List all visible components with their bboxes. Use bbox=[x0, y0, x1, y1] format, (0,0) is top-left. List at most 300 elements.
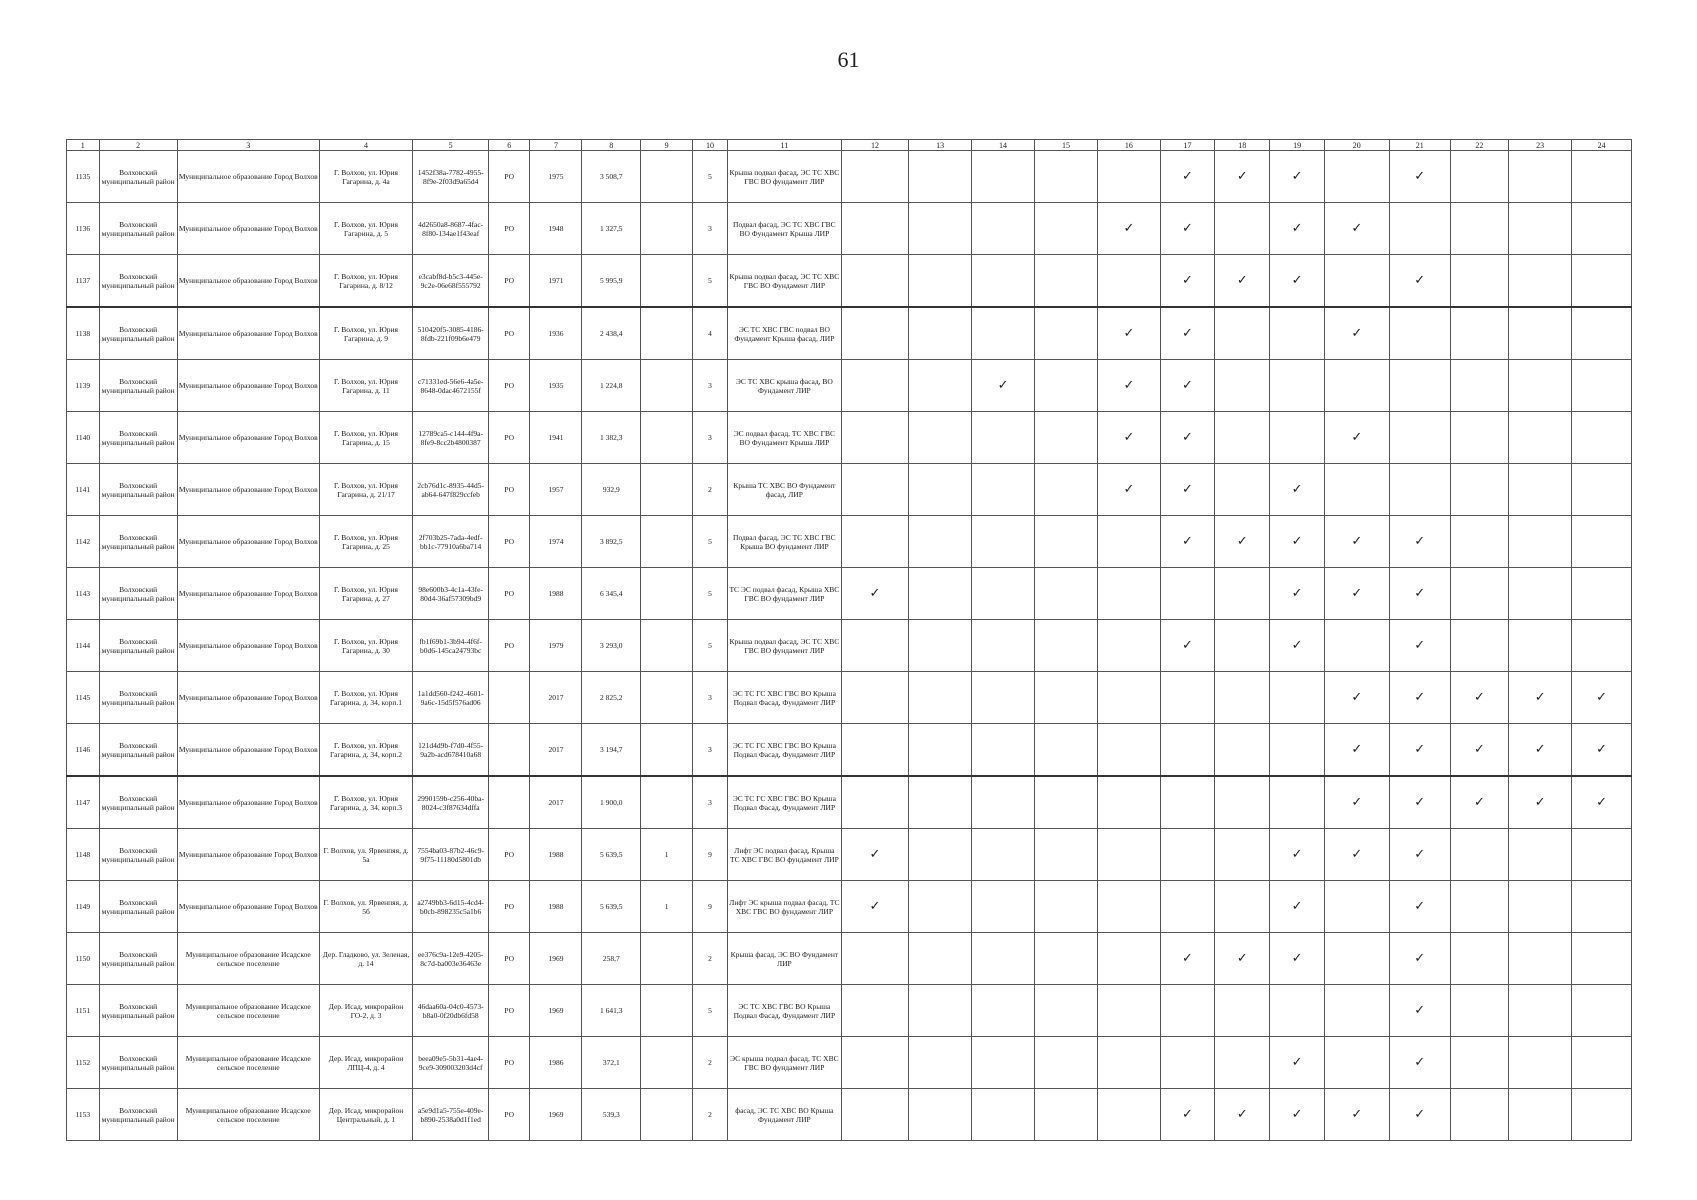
floors-cell: 5 bbox=[693, 985, 728, 1037]
empty-cell bbox=[1450, 412, 1509, 464]
empty-cell bbox=[1509, 412, 1572, 464]
checkmark-icon: ✓ bbox=[1270, 516, 1324, 568]
lifts-cell bbox=[641, 568, 693, 620]
municipality-cell: Муниципальное образование Город Волхов bbox=[177, 151, 319, 203]
guid-cell: 2990159b-c256-40ba-8024-c3f87634dffa bbox=[413, 776, 489, 829]
empty-cell bbox=[1270, 307, 1324, 360]
checkmark-icon: ✓ bbox=[1450, 672, 1509, 724]
checkmark-icon: ✓ bbox=[1324, 776, 1389, 829]
empty-cell bbox=[1572, 255, 1632, 308]
address-cell: Г. Волхов, ул. Юрия Гагарина, д. 8/12 bbox=[319, 255, 412, 308]
empty-cell bbox=[1450, 985, 1509, 1037]
empty-cell bbox=[1035, 568, 1098, 620]
works-cell: ЭС подвал фасад, ТС ХВС ГВС ВО Фундамент Крыша ЛИР bbox=[727, 412, 841, 464]
year-cell: 1988 bbox=[530, 881, 582, 933]
works-cell: Подвал фасад, ЭС ТС ХВС ГВС Крыша ВО фундамент ЛИР bbox=[727, 516, 841, 568]
year-cell: 1935 bbox=[530, 360, 582, 412]
guid-cell: e3cabf8d-b5c3-445e-9c2e-06e68f555792 bbox=[413, 255, 489, 308]
table-row bbox=[67, 307, 1632, 360]
empty-cell bbox=[1215, 307, 1270, 360]
empty-cell bbox=[1035, 307, 1098, 360]
empty-cell bbox=[972, 881, 1035, 933]
empty-cell bbox=[1215, 360, 1270, 412]
empty-cell bbox=[972, 255, 1035, 308]
empty-cell bbox=[1097, 881, 1160, 933]
checkmark-icon: ✓ bbox=[1324, 724, 1389, 777]
empty-cell bbox=[841, 985, 908, 1037]
empty-cell bbox=[972, 464, 1035, 516]
empty-cell bbox=[972, 516, 1035, 568]
lifts-cell bbox=[641, 203, 693, 255]
area-cell: 3 194,7 bbox=[582, 724, 641, 777]
works-cell: ЭС ТС ГС ХВС ГВС ВО Крыша Подвал Фасад, Фундамент ЛИР bbox=[727, 672, 841, 724]
empty-cell bbox=[909, 255, 972, 308]
works-cell: Лифт ЭС подвал фасад, Крыша ТС ХВС ГВС ВО фундамент ЛИР bbox=[727, 829, 841, 881]
row-number: 1139 bbox=[67, 360, 100, 412]
lifts-cell bbox=[641, 412, 693, 464]
empty-cell bbox=[1035, 672, 1098, 724]
checkmark-icon: ✓ bbox=[1270, 933, 1324, 985]
column-header-14: 14 bbox=[972, 140, 1035, 151]
checkmark-icon: ✓ bbox=[1097, 307, 1160, 360]
checkmark-icon: ✓ bbox=[1389, 829, 1450, 881]
area-cell: 5 995,9 bbox=[582, 255, 641, 308]
area-cell: 932,9 bbox=[582, 464, 641, 516]
checkmark-icon: ✓ bbox=[1389, 776, 1450, 829]
year-cell: 1941 bbox=[530, 412, 582, 464]
empty-cell bbox=[1572, 985, 1632, 1037]
empty-cell bbox=[972, 933, 1035, 985]
works-cell: ЭС ТС ГС ХВС ГВС ВО Крыша Подвал Фасад, Фундамент ЛИР bbox=[727, 776, 841, 829]
empty-cell bbox=[1450, 516, 1509, 568]
empty-cell bbox=[1572, 1089, 1632, 1141]
checkmark-icon: ✓ bbox=[1389, 1037, 1450, 1089]
lifts-cell bbox=[641, 360, 693, 412]
empty-cell bbox=[1572, 412, 1632, 464]
empty-cell bbox=[1035, 776, 1098, 829]
checkmark-icon: ✓ bbox=[1270, 203, 1324, 255]
address-cell: Г. Волхов, ул. Юрия Гагарина, д. 15 bbox=[319, 412, 412, 464]
year-cell: 1971 bbox=[530, 255, 582, 308]
empty-cell bbox=[1324, 255, 1389, 308]
empty-cell bbox=[1270, 724, 1324, 777]
checkmark-icon: ✓ bbox=[1450, 776, 1509, 829]
district-cell: Волховский муниципальный район bbox=[99, 516, 177, 568]
empty-cell bbox=[1324, 151, 1389, 203]
district-cell: Волховский муниципальный район bbox=[99, 1037, 177, 1089]
works-cell: Крыша ТС ХВС ВО Фундамент фасад, ЛИР bbox=[727, 464, 841, 516]
column-header-13: 13 bbox=[909, 140, 972, 151]
empty-cell bbox=[972, 672, 1035, 724]
row-number: 1135 bbox=[67, 151, 100, 203]
district-cell: Волховский муниципальный район bbox=[99, 568, 177, 620]
empty-cell bbox=[1389, 412, 1450, 464]
checkmark-icon: ✓ bbox=[1324, 568, 1389, 620]
empty-cell bbox=[841, 255, 908, 308]
empty-cell bbox=[1324, 1037, 1389, 1089]
floors-cell: 4 bbox=[693, 307, 728, 360]
empty-cell bbox=[909, 1037, 972, 1089]
address-cell: Г. Волхов, ул. Юрия Гагарина, д. 4а bbox=[319, 151, 412, 203]
table-row bbox=[67, 829, 1632, 881]
column-header-11: 11 bbox=[727, 140, 841, 151]
empty-cell bbox=[972, 776, 1035, 829]
checkmark-icon: ✓ bbox=[1270, 620, 1324, 672]
empty-cell bbox=[1572, 307, 1632, 360]
ownership-cell: РО bbox=[489, 151, 530, 203]
empty-cell bbox=[909, 829, 972, 881]
empty-cell bbox=[1270, 672, 1324, 724]
checkmark-icon: ✓ bbox=[1572, 776, 1632, 829]
lifts-cell bbox=[641, 776, 693, 829]
empty-cell bbox=[1215, 412, 1270, 464]
guid-cell: 1a1dd560-f242-4601-9a6c-15d5f576ad06 bbox=[413, 672, 489, 724]
ownership-cell: РО bbox=[489, 829, 530, 881]
guid-cell: 121d4d9b-f7d0-4f55-9a2b-acd678410a68 bbox=[413, 724, 489, 777]
municipality-cell: Муниципальное образование Город Волхов bbox=[177, 464, 319, 516]
table-row bbox=[67, 933, 1632, 985]
table-row bbox=[67, 360, 1632, 412]
area-cell: 1 900,0 bbox=[582, 776, 641, 829]
empty-cell bbox=[1097, 829, 1160, 881]
guid-cell: 510420f5-3085-4186-8fdb-221f09b6e479 bbox=[413, 307, 489, 360]
empty-cell bbox=[1035, 1037, 1098, 1089]
column-header-3: 3 bbox=[177, 140, 319, 151]
empty-cell bbox=[1389, 203, 1450, 255]
checkmark-icon: ✓ bbox=[1389, 985, 1450, 1037]
district-cell: Волховский муниципальный район bbox=[99, 360, 177, 412]
table-row bbox=[67, 776, 1632, 829]
district-cell: Волховский муниципальный район bbox=[99, 933, 177, 985]
district-cell: Волховский муниципальный район bbox=[99, 672, 177, 724]
empty-cell bbox=[1572, 151, 1632, 203]
empty-cell bbox=[1450, 933, 1509, 985]
year-cell: 1957 bbox=[530, 464, 582, 516]
table-row bbox=[67, 255, 1632, 308]
table-row bbox=[67, 1037, 1632, 1089]
works-cell: ЭС ТС ХВС ГВС ВО Крыша Подвал Фасад, Фундамент ЛИР bbox=[727, 985, 841, 1037]
empty-cell bbox=[972, 1037, 1035, 1089]
floors-cell: 5 bbox=[693, 516, 728, 568]
address-cell: Г. Волхов, ул. Юрия Гагарина, д. 34, корп.3 bbox=[319, 776, 412, 829]
district-cell: Волховский муниципальный район bbox=[99, 881, 177, 933]
checkmark-icon: ✓ bbox=[1270, 568, 1324, 620]
floors-cell: 5 bbox=[693, 568, 728, 620]
empty-cell bbox=[1270, 776, 1324, 829]
empty-cell bbox=[1270, 360, 1324, 412]
checkmark-icon: ✓ bbox=[1324, 307, 1389, 360]
table-row bbox=[67, 516, 1632, 568]
checkmark-icon: ✓ bbox=[1324, 829, 1389, 881]
empty-cell bbox=[841, 620, 908, 672]
checkmark-icon: ✓ bbox=[1389, 151, 1450, 203]
district-cell: Волховский муниципальный район bbox=[99, 151, 177, 203]
guid-cell: 46daa60a-04c0-4573-b8a0-0f20db6fd58 bbox=[413, 985, 489, 1037]
floors-cell: 2 bbox=[693, 933, 728, 985]
works-cell: ЭС ТС ХВС крыша фасад, ВО Фундамент ЛИР bbox=[727, 360, 841, 412]
empty-cell bbox=[1324, 881, 1389, 933]
ownership-cell: РО bbox=[489, 464, 530, 516]
municipality-cell: Муниципальное образование Город Волхов bbox=[177, 776, 319, 829]
lifts-cell bbox=[641, 255, 693, 308]
year-cell: 1969 bbox=[530, 985, 582, 1037]
checkmark-icon: ✓ bbox=[1160, 255, 1214, 308]
checkmark-icon: ✓ bbox=[1509, 672, 1572, 724]
lifts-cell bbox=[641, 933, 693, 985]
area-cell: 3 892,5 bbox=[582, 516, 641, 568]
empty-cell bbox=[841, 516, 908, 568]
empty-cell bbox=[1035, 829, 1098, 881]
municipality-cell: Муниципальное образование Исадское сельское поселение bbox=[177, 985, 319, 1037]
year-cell: 2017 bbox=[530, 672, 582, 724]
row-number: 1149 bbox=[67, 881, 100, 933]
empty-cell bbox=[972, 203, 1035, 255]
checkmark-icon: ✓ bbox=[1097, 360, 1160, 412]
checkmark-icon: ✓ bbox=[972, 360, 1035, 412]
checkmark-icon: ✓ bbox=[1160, 464, 1214, 516]
empty-cell bbox=[909, 151, 972, 203]
empty-cell bbox=[1509, 1037, 1572, 1089]
row-number: 1145 bbox=[67, 672, 100, 724]
table-header bbox=[67, 140, 1632, 151]
year-cell: 1986 bbox=[530, 1037, 582, 1089]
empty-cell bbox=[1097, 151, 1160, 203]
floors-cell: 3 bbox=[693, 776, 728, 829]
area-cell: 1 327,5 bbox=[582, 203, 641, 255]
table-row bbox=[67, 203, 1632, 255]
ownership-cell: РО bbox=[489, 568, 530, 620]
year-cell: 1979 bbox=[530, 620, 582, 672]
column-header-10: 10 bbox=[693, 140, 728, 151]
guid-cell: 7554ba03-87b2-46c9-9f75-11180d5801db bbox=[413, 829, 489, 881]
empty-cell bbox=[1572, 620, 1632, 672]
row-number: 1153 bbox=[67, 1089, 100, 1141]
works-cell: ЭС ТС ХВС ГВС подвал ВО Фундамент Крыша фасад, ЛИР bbox=[727, 307, 841, 360]
empty-cell bbox=[1509, 985, 1572, 1037]
guid-cell: a2749bb3-6d15-4cd4-b0cb-898235c5a1b6 bbox=[413, 881, 489, 933]
empty-cell bbox=[1324, 620, 1389, 672]
municipality-cell: Муниципальное образование Город Волхов bbox=[177, 412, 319, 464]
empty-cell bbox=[1324, 464, 1389, 516]
row-number: 1140 bbox=[67, 412, 100, 464]
empty-cell bbox=[1324, 360, 1389, 412]
row-number: 1147 bbox=[67, 776, 100, 829]
column-header-5: 5 bbox=[413, 140, 489, 151]
municipality-cell: Муниципальное образование Город Волхов bbox=[177, 829, 319, 881]
guid-cell: 2f703b25-7ada-4edf-bb1c-77910a6ba714 bbox=[413, 516, 489, 568]
area-cell: 1 641,3 bbox=[582, 985, 641, 1037]
address-cell: Г. Волхов, ул. Юрия Гагарина, д. 21/17 bbox=[319, 464, 412, 516]
empty-cell bbox=[909, 203, 972, 255]
empty-cell bbox=[972, 307, 1035, 360]
table-row bbox=[67, 464, 1632, 516]
checkmark-icon: ✓ bbox=[1324, 1089, 1389, 1141]
district-cell: Волховский муниципальный район bbox=[99, 307, 177, 360]
checkmark-icon: ✓ bbox=[1097, 464, 1160, 516]
ownership-cell: РО bbox=[489, 985, 530, 1037]
column-header-4: 4 bbox=[319, 140, 412, 151]
address-cell: Г. Волхов, ул. Юрия Гагарина, д. 30 bbox=[319, 620, 412, 672]
empty-cell bbox=[841, 151, 908, 203]
ownership-cell: РО bbox=[489, 412, 530, 464]
empty-cell bbox=[1572, 1037, 1632, 1089]
lifts-cell: 1 bbox=[641, 829, 693, 881]
empty-cell bbox=[1160, 829, 1214, 881]
empty-cell bbox=[1324, 985, 1389, 1037]
guid-cell: 1452f38a-7782-4955-8f9e-2f03d9a65d4 bbox=[413, 151, 489, 203]
lifts-cell bbox=[641, 1089, 693, 1141]
address-cell: Г. Волхов, ул. Ярвенпяя, д. 5а bbox=[319, 829, 412, 881]
empty-cell bbox=[1160, 776, 1214, 829]
lifts-cell bbox=[641, 985, 693, 1037]
district-cell: Волховский муниципальный район bbox=[99, 776, 177, 829]
checkmark-icon: ✓ bbox=[1097, 203, 1160, 255]
floors-cell: 3 bbox=[693, 672, 728, 724]
empty-cell bbox=[909, 307, 972, 360]
municipality-cell: Муниципальное образование Город Волхов bbox=[177, 620, 319, 672]
lifts-cell bbox=[641, 672, 693, 724]
address-cell: Дер. Исад, микрорайон Центральный, д. 1 bbox=[319, 1089, 412, 1141]
address-cell: Г. Волхов, ул. Юрия Гагарина, д. 34, корп.1 bbox=[319, 672, 412, 724]
empty-cell bbox=[1509, 203, 1572, 255]
empty-cell bbox=[1035, 203, 1098, 255]
empty-cell bbox=[1509, 516, 1572, 568]
floors-cell: 3 bbox=[693, 724, 728, 777]
empty-cell bbox=[1572, 516, 1632, 568]
empty-cell bbox=[1509, 360, 1572, 412]
empty-cell bbox=[1389, 464, 1450, 516]
empty-cell bbox=[1572, 360, 1632, 412]
empty-cell bbox=[1450, 464, 1509, 516]
empty-cell bbox=[1270, 985, 1324, 1037]
empty-cell bbox=[972, 724, 1035, 777]
checkmark-icon: ✓ bbox=[1509, 776, 1572, 829]
empty-cell bbox=[1509, 1089, 1572, 1141]
year-cell: 1948 bbox=[530, 203, 582, 255]
empty-cell bbox=[1450, 307, 1509, 360]
empty-cell bbox=[1450, 829, 1509, 881]
area-cell: 1 382,3 bbox=[582, 412, 641, 464]
municipality-cell: Муниципальное образование Город Волхов bbox=[177, 724, 319, 777]
address-cell: Г. Волхов, ул. Юрия Гагарина, д. 25 bbox=[319, 516, 412, 568]
checkmark-icon: ✓ bbox=[1324, 516, 1389, 568]
empty-cell bbox=[1450, 620, 1509, 672]
district-cell: Волховский муниципальный район bbox=[99, 412, 177, 464]
empty-cell bbox=[841, 724, 908, 777]
row-number: 1138 bbox=[67, 307, 100, 360]
year-cell: 1988 bbox=[530, 568, 582, 620]
checkmark-icon: ✓ bbox=[1215, 516, 1270, 568]
year-cell: 2017 bbox=[530, 724, 582, 777]
column-header-19: 19 bbox=[1270, 140, 1324, 151]
checkmark-icon: ✓ bbox=[1270, 1037, 1324, 1089]
column-header-22: 22 bbox=[1450, 140, 1509, 151]
checkmark-icon: ✓ bbox=[1389, 620, 1450, 672]
empty-cell bbox=[909, 933, 972, 985]
works-cell: ЭС крыша подвал фасад, ТС ХВС ГВС ВО фундамент ЛИР bbox=[727, 1037, 841, 1089]
district-cell: Волховский муниципальный район bbox=[99, 620, 177, 672]
ownership-cell: РО bbox=[489, 1037, 530, 1089]
column-header-21: 21 bbox=[1389, 140, 1450, 151]
row-number: 1152 bbox=[67, 1037, 100, 1089]
municipality-cell: Муниципальное образование Город Волхов bbox=[177, 881, 319, 933]
empty-cell bbox=[1509, 620, 1572, 672]
municipality-cell: Муниципальное образование Город Волхов bbox=[177, 360, 319, 412]
empty-cell bbox=[909, 881, 972, 933]
floors-cell: 5 bbox=[693, 151, 728, 203]
municipality-cell: Муниципальное образование Исадское сельское поселение bbox=[177, 1037, 319, 1089]
guid-cell: 4d2650a8-8687-4fac-8f80-134ae1f43eaf bbox=[413, 203, 489, 255]
empty-cell bbox=[1509, 568, 1572, 620]
works-cell: ТС ЭС подвал фасад, Крыша ХВС ГВС ВО фундамент ЛИР bbox=[727, 568, 841, 620]
row-number: 1150 bbox=[67, 933, 100, 985]
empty-cell bbox=[841, 1089, 908, 1141]
area-cell: 2 825,2 bbox=[582, 672, 641, 724]
checkmark-icon: ✓ bbox=[1389, 255, 1450, 308]
empty-cell bbox=[841, 307, 908, 360]
area-cell: 6 345,4 bbox=[582, 568, 641, 620]
checkmark-icon: ✓ bbox=[1160, 516, 1214, 568]
area-cell: 5 639,5 bbox=[582, 881, 641, 933]
lifts-cell bbox=[641, 151, 693, 203]
empty-cell bbox=[1160, 1037, 1214, 1089]
guid-cell: 12789ca5-c144-4f9a-8fe9-8cc2b4800387 bbox=[413, 412, 489, 464]
checkmark-icon: ✓ bbox=[1160, 203, 1214, 255]
works-cell: ЭС ТС ГС ХВС ГВС ВО Крыша Подвал Фасад, Фундамент ЛИР bbox=[727, 724, 841, 777]
address-cell: Дер. Гладково, ул. Зеленая, д. 14 bbox=[319, 933, 412, 985]
empty-cell bbox=[972, 985, 1035, 1037]
empty-cell bbox=[1035, 933, 1098, 985]
checkmark-icon: ✓ bbox=[1160, 620, 1214, 672]
empty-cell bbox=[1509, 829, 1572, 881]
checkmark-icon: ✓ bbox=[1160, 360, 1214, 412]
floors-cell: 3 bbox=[693, 412, 728, 464]
district-cell: Волховский муниципальный район bbox=[99, 724, 177, 777]
empty-cell bbox=[1097, 985, 1160, 1037]
table-row bbox=[67, 151, 1632, 203]
empty-cell bbox=[972, 829, 1035, 881]
column-header-16: 16 bbox=[1097, 140, 1160, 151]
empty-cell bbox=[1215, 985, 1270, 1037]
empty-cell bbox=[841, 360, 908, 412]
district-cell: Волховский муниципальный район bbox=[99, 464, 177, 516]
row-number: 1151 bbox=[67, 985, 100, 1037]
checkmark-icon: ✓ bbox=[1270, 464, 1324, 516]
works-cell: фасад, ЭС ТС ХВС ВО Крыша Фундамент ЛИР bbox=[727, 1089, 841, 1141]
checkmark-icon: ✓ bbox=[1509, 724, 1572, 777]
empty-cell bbox=[1097, 776, 1160, 829]
empty-cell bbox=[1509, 307, 1572, 360]
checkmark-icon: ✓ bbox=[1215, 933, 1270, 985]
empty-cell bbox=[1035, 412, 1098, 464]
empty-cell bbox=[909, 1089, 972, 1141]
empty-cell bbox=[1450, 360, 1509, 412]
header-row bbox=[67, 140, 1632, 151]
column-header-15: 15 bbox=[1035, 140, 1098, 151]
address-cell: Г. Волхов, ул. Юрия Гагарина, д. 11 bbox=[319, 360, 412, 412]
municipality-cell: Муниципальное образование Город Волхов bbox=[177, 255, 319, 308]
empty-cell bbox=[1215, 881, 1270, 933]
floors-cell: 5 bbox=[693, 620, 728, 672]
table-row bbox=[67, 672, 1632, 724]
empty-cell bbox=[1450, 203, 1509, 255]
empty-cell bbox=[1572, 568, 1632, 620]
empty-cell bbox=[841, 933, 908, 985]
empty-cell bbox=[909, 620, 972, 672]
empty-cell bbox=[1324, 933, 1389, 985]
column-header-17: 17 bbox=[1160, 140, 1214, 151]
column-header-8: 8 bbox=[582, 140, 641, 151]
